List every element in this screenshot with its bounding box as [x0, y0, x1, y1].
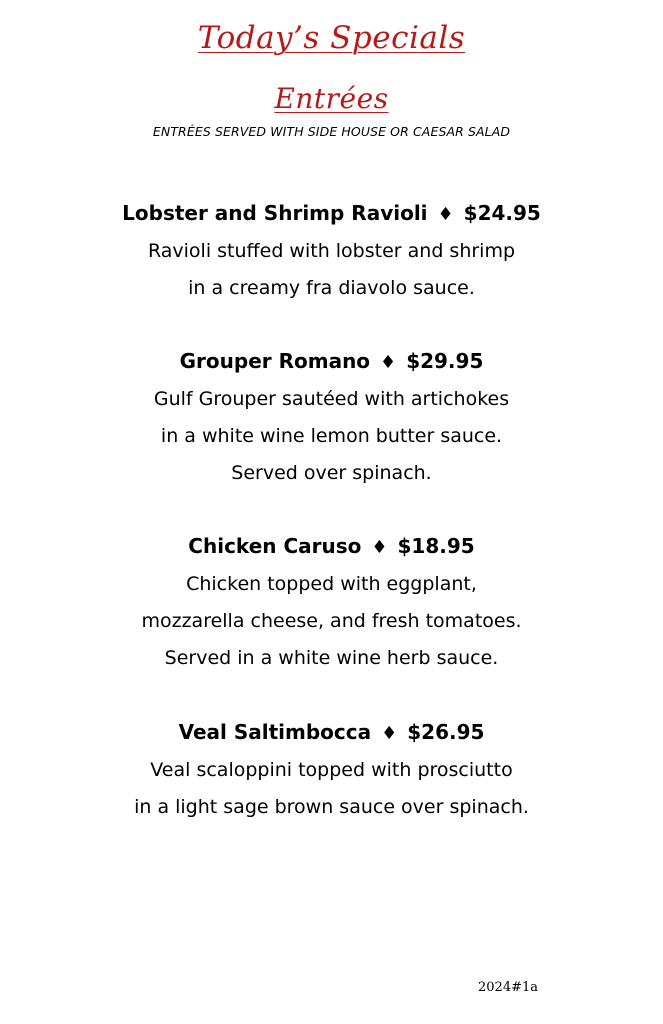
- menu-item-price: $18.95: [397, 534, 475, 558]
- diamond-icon: ♦: [371, 537, 388, 558]
- section-note: ENTRÉES SERVED WITH SIDE HOUSE OR CAESAR SALAD: [152, 124, 511, 139]
- menu-item-description-line: Served over spinach.: [231, 462, 432, 484]
- menu-item: [0, 343, 663, 492]
- menu-item-description-line: Chicken topped with eggplant,: [186, 573, 477, 595]
- menu-item-description-line: Gulf Grouper sautéed with artichokes: [153, 388, 510, 410]
- diamond-icon: ♦: [381, 723, 398, 744]
- menu-item: [0, 714, 663, 826]
- menu-item-price: $26.95: [407, 720, 485, 744]
- menu-item-heading: [0, 195, 663, 233]
- section-title: Entrées: [274, 82, 389, 115]
- menu-item-price: $24.95: [463, 201, 541, 225]
- menu-item-description-line: in a white wine lemon butter sauce.: [160, 425, 503, 447]
- menu-item-heading: [0, 343, 663, 381]
- menu-item-heading: [0, 714, 663, 752]
- menu-item-heading: [0, 528, 663, 566]
- diamond-icon: ♦: [380, 352, 397, 373]
- menu-item-description-line: Served in a white wine herb sauce.: [164, 647, 499, 669]
- menu-item-description-line: in a creamy fra diavolo sauce.: [188, 277, 475, 299]
- menu-item-name: Grouper Romano: [179, 349, 371, 373]
- diamond-icon: ♦: [437, 204, 454, 225]
- menu-item-name: Chicken Caruso: [188, 534, 362, 558]
- menu-item-name: Veal Saltimbocca: [178, 720, 372, 744]
- menu-item-description-line: in a light sage brown sauce over spinach.: [134, 796, 529, 818]
- menu-item-description-line: mozzarella cheese, and fresh tomatoes.: [141, 610, 522, 632]
- page-title: Today’s Specials: [197, 20, 466, 56]
- menu-item: [0, 195, 663, 307]
- menu-item-description-line: Veal scaloppini topped with prosciutto: [150, 759, 513, 781]
- menu-item-price: $29.95: [406, 349, 484, 373]
- menu-item-name: Lobster and Shrimp Ravioli: [122, 201, 428, 225]
- menu-item-description-line: Ravioli stuffed with lobster and shrimp: [147, 240, 516, 262]
- document-code: 2024#1a: [478, 980, 538, 995]
- menu-item: [0, 528, 663, 677]
